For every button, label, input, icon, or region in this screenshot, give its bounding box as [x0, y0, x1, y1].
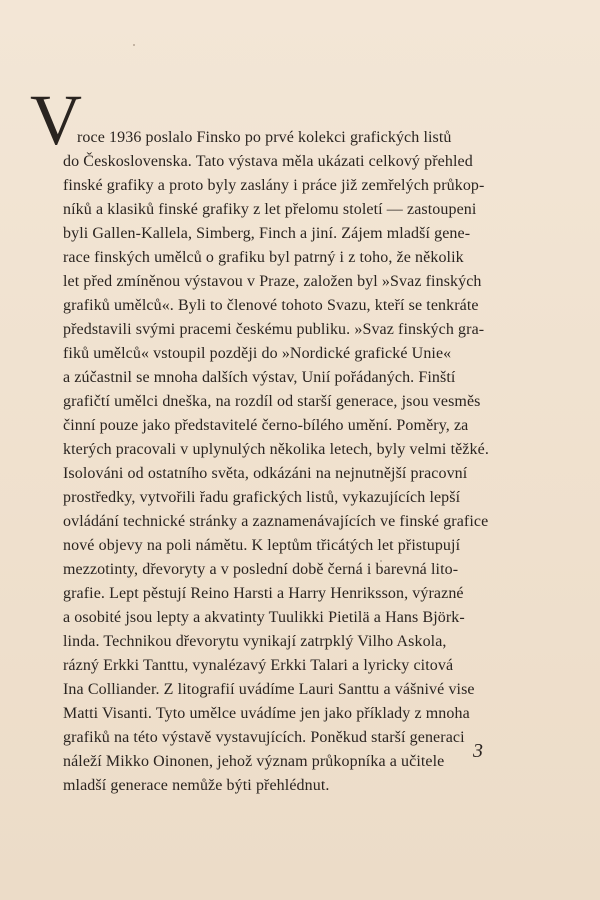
text-line: činní pouze jako představitelé černo-bílého umění. Poměry, za	[63, 417, 469, 434]
text-line: race finských umělců o grafiku byl patrný i z toho, že několik	[63, 249, 464, 266]
text-line: do Československa. Tato výstava měla ukázati celkový přehled	[63, 153, 473, 170]
text-line: náleží Mikko Oinonen, jehož význam průkopníka a učitele	[63, 753, 445, 770]
text-line: grafiků na této výstavě vystavujících. Poněkud starší generaci	[63, 729, 465, 746]
text-line: mezzotinty, dřevoryty a v poslední době černá i barevná lito-	[63, 561, 459, 578]
text-line: grafie. Lept pěstují Reino Harsti a Harry Henriksson, výrazné	[63, 585, 464, 602]
text-line: Isolováni od ostatního světa, odkázáni na nejnutnější pracovní	[63, 465, 468, 482]
text-line: roce 1936 poslalo Finsko po prvé kolekci grafických listů	[77, 129, 452, 146]
text-line: Matti Visanti. Tyto umělce uvádíme jen jako příklady z mnoha	[63, 705, 470, 722]
text-line: Ina Colliander. Z litografií uvádíme Lauri Santtu a vášnivé vise	[63, 681, 475, 698]
text-line: kterých pracovali v uplynulých několika letech, byly velmi těžké.	[63, 441, 489, 458]
text-line: finské grafiky a proto byly zaslány i práce již zemřelých průkop-	[63, 177, 485, 194]
text-line: a zúčastnil se mnoha dalších výstav, Unií pořádaných. Finští	[63, 369, 456, 386]
text-line: byli Gallen-Kallela, Simberg, Finch a jiní. Zájem mladší gene-	[63, 225, 471, 242]
text-line: nové objevy na poli námětu. K leptům třicátých let přistupují	[63, 537, 461, 554]
body-text	[63, 126, 583, 798]
text-line: let před zmíněnou výstavou v Praze, založen byl »Svaz finských	[63, 273, 482, 290]
text-line: fiků umělců« vstoupil později do »Nordické grafické Unie«	[63, 345, 452, 362]
text-line: linda. Technikou dřevorytu vynikají zatrpklý Vilho Askola,	[63, 633, 447, 650]
text-line: grafičtí umělci dneška, na rozdíl od starší generace, jsou vesměs	[63, 393, 481, 410]
text-line: grafiků umělců«. Byli to členové tohoto Svazu, kteří se tenkráte	[63, 297, 479, 314]
page-number: 3	[473, 740, 483, 762]
text-line: prostředky, vytvořili řadu grafických listů, vykazujících lepší	[63, 489, 461, 506]
drop-cap: V	[30, 80, 82, 160]
text-line: rázný Erkki Tanttu, vynalézavý Erkki Talari a lyricky citová	[63, 657, 454, 674]
text-line: ovládání technické stránky a zaznamenávajících ve finské grafice	[63, 513, 489, 530]
paper-speck	[133, 44, 135, 46]
text-line: mladší generace nemůže býti přehlédnut.	[63, 777, 330, 794]
text-line: a osobité jsou lepty a akvatinty Tuulikki Pietilä a Hans Björk-	[63, 609, 465, 626]
text-line: představili svými pracemi českému publiku. »Svaz finských gra-	[63, 321, 485, 338]
text-line: níků a klasiků finské grafiky z let přelomu století — zastoupeni	[63, 201, 477, 218]
